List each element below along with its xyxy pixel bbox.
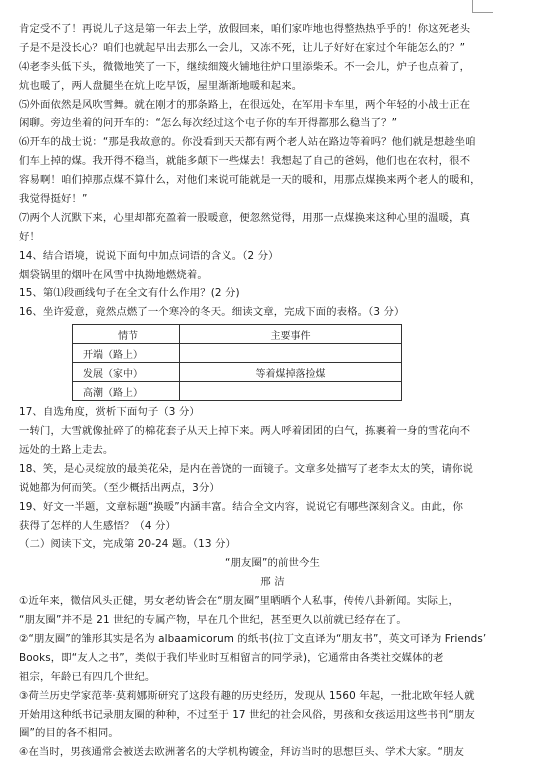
document-body	[19, 20, 526, 762]
question-18: 18、笑，是心灵绽放的最美花朵，是内在善饶的一面镜子。文章多处描写了老李太太的笑，请你说	[19, 462, 474, 475]
plot-table-header-cell: 主要事件	[180, 325, 402, 344]
story-line: 我觉得挺好！”	[19, 193, 88, 206]
story-line: ⑹开车的战士说：“那是我故意的。你没看到天天都有两个老人站在路边等着吗？他们就是想趁坐咱	[19, 136, 476, 149]
story-line: 们车上掉的煤。我开得不稳当，就能多颠下一些煤去！我想起了自己的爸妈，他们也在农村，很不	[19, 155, 471, 168]
page-corner-mark	[472, 0, 493, 13]
question-14-sentence: 烟袋锅里的烟叶在风雪中执拗地燃烧着。	[19, 268, 208, 281]
story-line: 闲聊。旁边坐着的问开车的：“怎么每次经过这个屯子你的车开得都那么稳当了？”	[19, 117, 398, 130]
plot-table-row	[73, 363, 402, 382]
article-line: ④在当时，男孩通常会被送去欧洲著名的大学机构镀金，拜访当时的思想巨头、学术大家。“朋友	[19, 746, 465, 759]
article-line: Books，即“友人之书”，类似于我们毕业时互相留言的同学录)，它通常由各类社交媒体的老	[19, 651, 444, 664]
question-17: 17、自选角度，赏析下面句子（3 分）	[19, 406, 200, 419]
plot-table-stage-cell: 开端（路上）	[73, 344, 180, 363]
question-19: 19、好文一半题，文章标题“换暖”内涵丰富。结合全文内容，说说它有哪些深刻含义。由此，你	[19, 500, 464, 513]
article-line: 开始用这种纸书记录朋友圈的种种，不过至于 17 世纪的社会风俗，男孩和女孩运用这些书刊“朋友	[19, 708, 475, 721]
story-line: ⑺两个人沉默下来，心里却都充盈着一股暖意，便忽然觉得，用那一点煤换来这种心里的温暖，真	[19, 211, 471, 224]
plot-table-row	[73, 382, 402, 401]
article-line: 圈”的目的各不相同。	[19, 727, 119, 740]
article-line: “朋友圈”并不是 21 世纪的专属产物，早在几个世纪，甚至更久以前就已经存在了。	[19, 614, 407, 627]
question-15: 15、第⑴段画线句子在全文有什么作用？(2 分)	[19, 287, 240, 300]
article-author: 邢 洁	[260, 576, 285, 589]
plot-table-stage-cell: 高潮（路上）	[73, 382, 180, 401]
plot-table-header-cell: 情节	[73, 325, 180, 344]
plot-table-event-cell	[180, 344, 402, 363]
plot-table-row	[73, 344, 402, 363]
story-line: 子是不是没长心？咱们也就起早出去那么一会儿，又冻不死，让儿子好好在家过个年能怎么的？”	[19, 41, 466, 54]
plot-table-event-cell: 等着煤掉落捡煤	[180, 363, 402, 382]
question-16: 16、坐许爱意，竟然点燃了一个寒冷的冬天。细读文章，完成下面的表格。（3 分）	[19, 306, 405, 319]
story-line: 好！	[19, 230, 40, 243]
article-line: ②“朋友圈”的雏形其实是名为 albaamicorum 的纸书(拉丁文直译为“朋友书”，英文可译为 Friends’	[19, 632, 487, 645]
plot-table-stage-cell: 发展（家中）	[73, 363, 180, 382]
question-text-line: 远处的土路上走去。	[19, 444, 114, 457]
story-line: ⑸外面依然是风吹雪舞。就在刚才的那条路上，在很远处，在军用卡车里，两个年轻的小战士正在	[19, 98, 471, 111]
plot-table-event-cell	[180, 382, 402, 401]
story-line: 炕也暖了，两人盘腿坐在炕上吃早饭，屋里渐渐地暖和起来。	[19, 79, 303, 92]
story-line: 容易啊！咱们掉那点煤不算什么，对他们来说可能就是一天的暖和，用那点煤换来两个老人的暖和，	[19, 174, 481, 187]
article-line: 祖宗，年龄已有四几个世纪。	[19, 670, 156, 683]
question-text-line: 获得了怎样的人生感悟？（4 分）	[19, 519, 176, 532]
story-line: 肯定受不了！再说儿子这是第一年去上学，放假回来，咱们家咋地也得整热热乎乎的！你这死老头	[19, 23, 471, 35]
article-title: “朋友圈”的前世今生	[225, 557, 320, 570]
story-line: ⑷老李头低下头，微微地笑了一下，继续细篾火铺地往炉口里添柴禾。不一会儿，炉子也点着了，	[19, 60, 471, 73]
plot-table-header-row	[73, 325, 402, 344]
plot-table	[72, 324, 402, 401]
question-14: 14、结合语境，说说下面句中加点词语的含义。（2 分）	[19, 249, 279, 262]
section-two-heading: （二）阅读下文，完成第 20-24 题。（13 分）	[19, 538, 236, 551]
question-text-line: 说她都为何而笑。（至少概括出两点，3分）	[19, 481, 220, 494]
article-line: ①近年来，微信风头正健，男女老幼皆会在“朋友圈”里晒晒个人私事，传传八卦新闻。实际上，	[19, 595, 460, 608]
question-text-line: 一转门，大雪就像扯碎了的棉花套子从天上掉下来。两人呼着团团的白气，拣裹着一身的雪花向不	[19, 425, 471, 438]
article-line: ③荷兰历史学家范莘·莫莉娜斯研究了这段有趣的历史经历，发现从 1560 年起，一批北欧年轻人就	[19, 689, 475, 702]
